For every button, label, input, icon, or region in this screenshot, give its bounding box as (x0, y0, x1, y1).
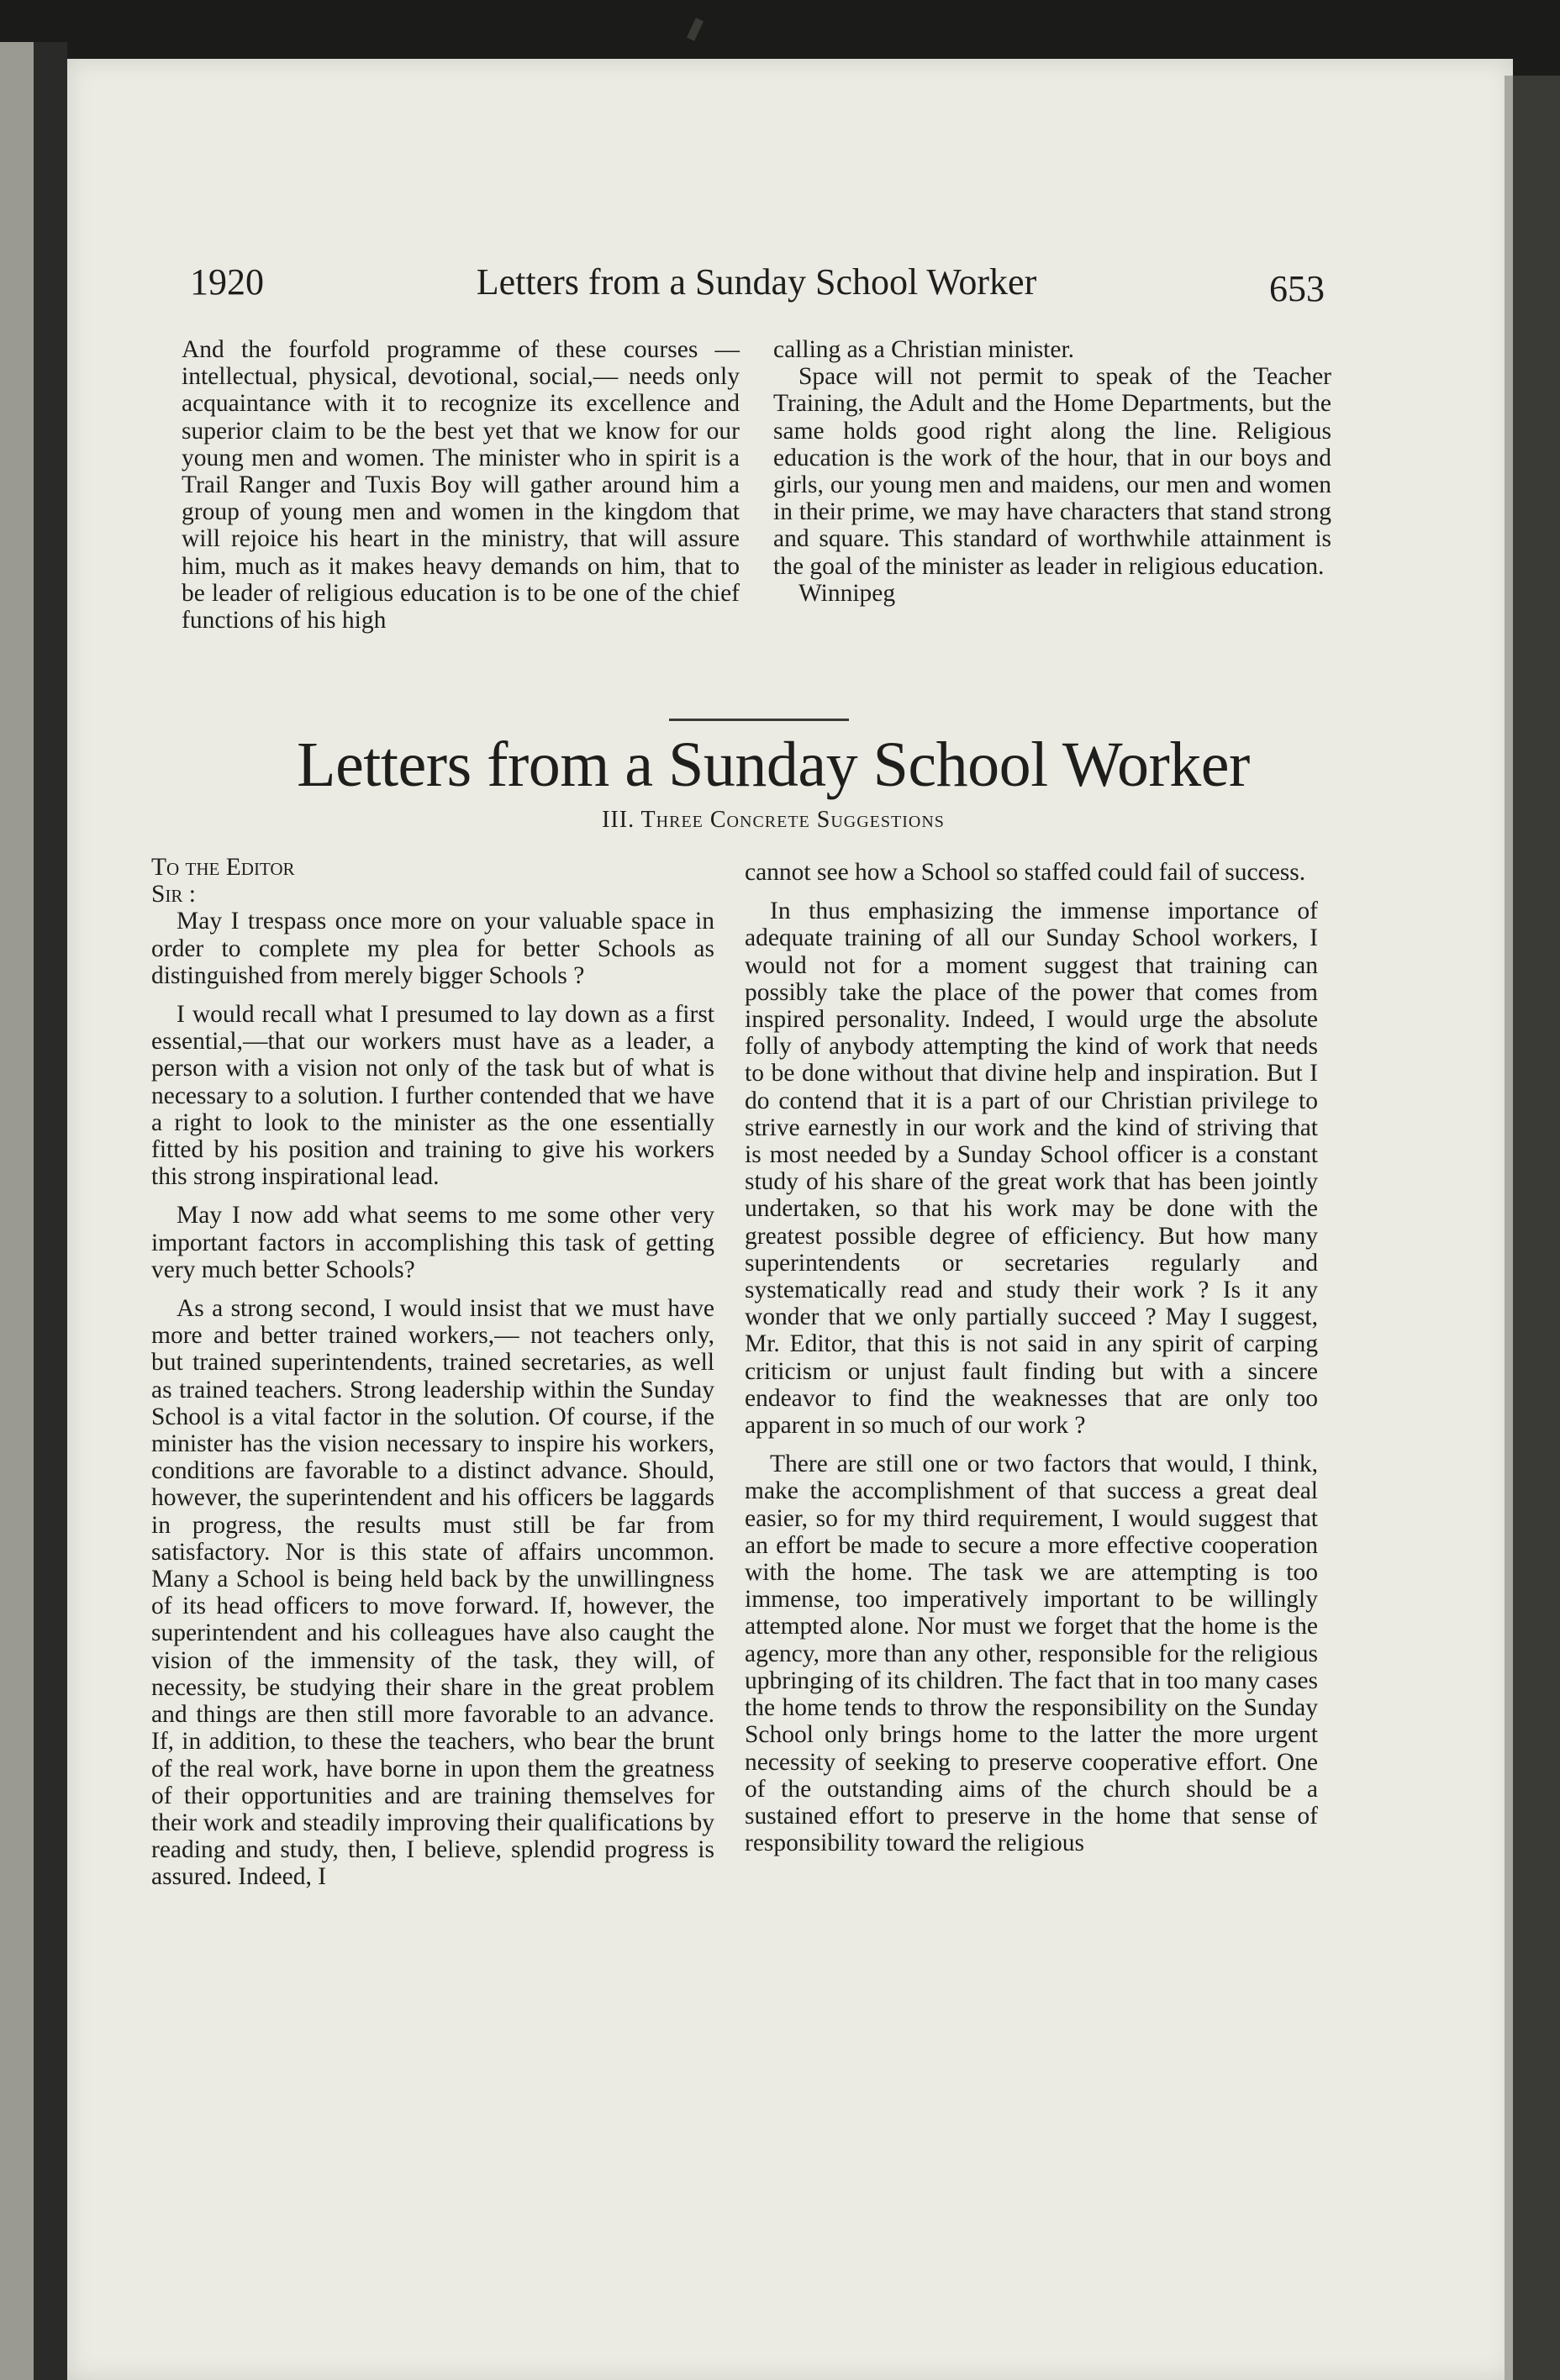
scan-gutter-shadow (34, 42, 67, 2380)
article-paragraph: May I trespass once more on your valuable space in order to complete my plea for better Schools as distinguished from merely bigger Schools ? (151, 908, 714, 989)
scan-ink-mark (687, 18, 704, 41)
article-subtitle: III. Three Concrete Suggestions (602, 807, 945, 833)
article-paragraph: In thus emphasizing the immense importance of adequate training of all our Sunday School workers, I would not for a moment suggest that training can possibly take the place of the power that comes from inspired personality. Indeed, I would urge the absolute folly of anybody attempting the kind of work that needs to be done without that divine help and inspiration. But I do contend that it is a part of our Christian privilege to strive earnestly in our work and the kind of striving that is most needed by a Sunday School officer is a constant study of his share of the great work that has been jointly undertaken, so that his work may be done with the greatest possible degree of efficiency. But how many superintendents or secretaries regularly and systematically read and study their work ? Is it any wonder that we only partially succeed ? May I suggest, Mr. Editor, that this is not said in any spirit of carping criticism or unjust fault finding but with a sincere endeavor to find the weaknesses that are only too apparent in so much of our work ? (745, 898, 1318, 1440)
article-paragraph: As a strong second, I would insist that we must have more and better trained workers,— not teachers only, but trained superintendents, trained secretaries, as well as trained teachers. Strong leadership within the Sunday School is a vital factor in the solution. Of course, if the minister has the vision necessary to inspire his workers, conditions are favorable to a distinct advance. Should, however, the superintendent and his officers be laggards in progress, the results must still be far from satisfactory. Nor is this state of affairs uncommon. Many a School is being held back by the unwillingness of its head officers to move forward. If, however, the superintendent and his colleagues have also caught the vision of the immensity of the task, they will, of necessity, be studying their share in the great problem and things are then still more favorable to an advance. If, in addition, to these the teachers, who bear the brunt of the real work, have borne in upon them the greatness of their opportunities and are training themselves for their work and steadily improving their qualifications by reading and study, then, I believe, splendid progress is assured. Indeed, I (151, 1295, 714, 1891)
header-year: 1920 (190, 261, 264, 303)
salutation: To the Editor (151, 854, 295, 881)
article-continuation: cannot see how a School so staffed could fail of success. (745, 859, 1306, 886)
previous-article-left-column (182, 336, 740, 634)
previous-article-paragraph: And the fourfold programme of these courses —intellectual, physical, devotional, social,— needs only acquaintance with it to recognize its excellence and superior claim to be the best yet that we know for our young men and women. The minister who in spirit is a Trail Ranger and Tuxis Boy will gather around him a group of young men and women in the kingdom that will rejoice his heart in the ministry, that will assure him, much as it makes heavy demands on him, that to be leader of religious education is to be one of the chief functions of his high (182, 336, 740, 634)
running-title: Letters from a Sunday School Worker (476, 261, 1037, 303)
previous-article-right-column (773, 336, 1331, 607)
previous-article-signoff: Winnipeg (798, 579, 896, 607)
previous-article-paragraph: Space will not permit to speak of the Teacher Training, the Adult and the Home Departments, but the same holds good right along the line. Religious education is the work of the hour, that in our boys and girls, our young men and maidens, our men and women in their prime, we may have characters that stand strong and square. This standard of worthwhile attainment is the goal of the minister as leader in religious education. (773, 363, 1331, 580)
article-paragraph: There are still one or two factors that would, I think, make the accomplishment of that success a great deal easier, so for my third requirement, I would suggest that an effort be made to secure a more effective cooperation with the home. The task we are attempting is too immense, too imperatively important to be willingly attempted alone. Nor must we forget that the home is the agency, more than any other, responsible for the religious upbringing of its children. The fact that in too many cases the home tends to throw the responsibility on the Sunday School only brings home to the latter the more urgent necessity of seeking to preserve cooperative effort. One of the outstanding aims of the church should be a sustained effort to preserve in the home that sense of responsibility toward the religious (745, 1451, 1318, 1857)
article-paragraph: I would recall what I presumed to lay down as a first essential,—that our workers must have as a leader, a person with a vision not only of the task but of what is necessary to a solution. I further contended that we have a right to look to the minister as the one essentially fitted by his position and training to give his workers this strong inspirational lead. (151, 1001, 714, 1191)
scan-right-shadow (1513, 76, 1560, 2380)
article-title: Letters from a Sunday School Worker (297, 729, 1250, 800)
previous-article-continuation: calling as a Christian minister. (773, 336, 1075, 363)
greeting: Sir : (151, 881, 196, 908)
article-paragraph: May I now add what seems to me some other very important factors in accomplishing this task of getting very much better Schools? (151, 1202, 714, 1283)
article-left-column (151, 854, 714, 1891)
section-divider (669, 719, 849, 721)
scan-left-edge (0, 42, 34, 2380)
article-right-column (745, 859, 1318, 1856)
page-number: 653 (1269, 268, 1325, 309)
